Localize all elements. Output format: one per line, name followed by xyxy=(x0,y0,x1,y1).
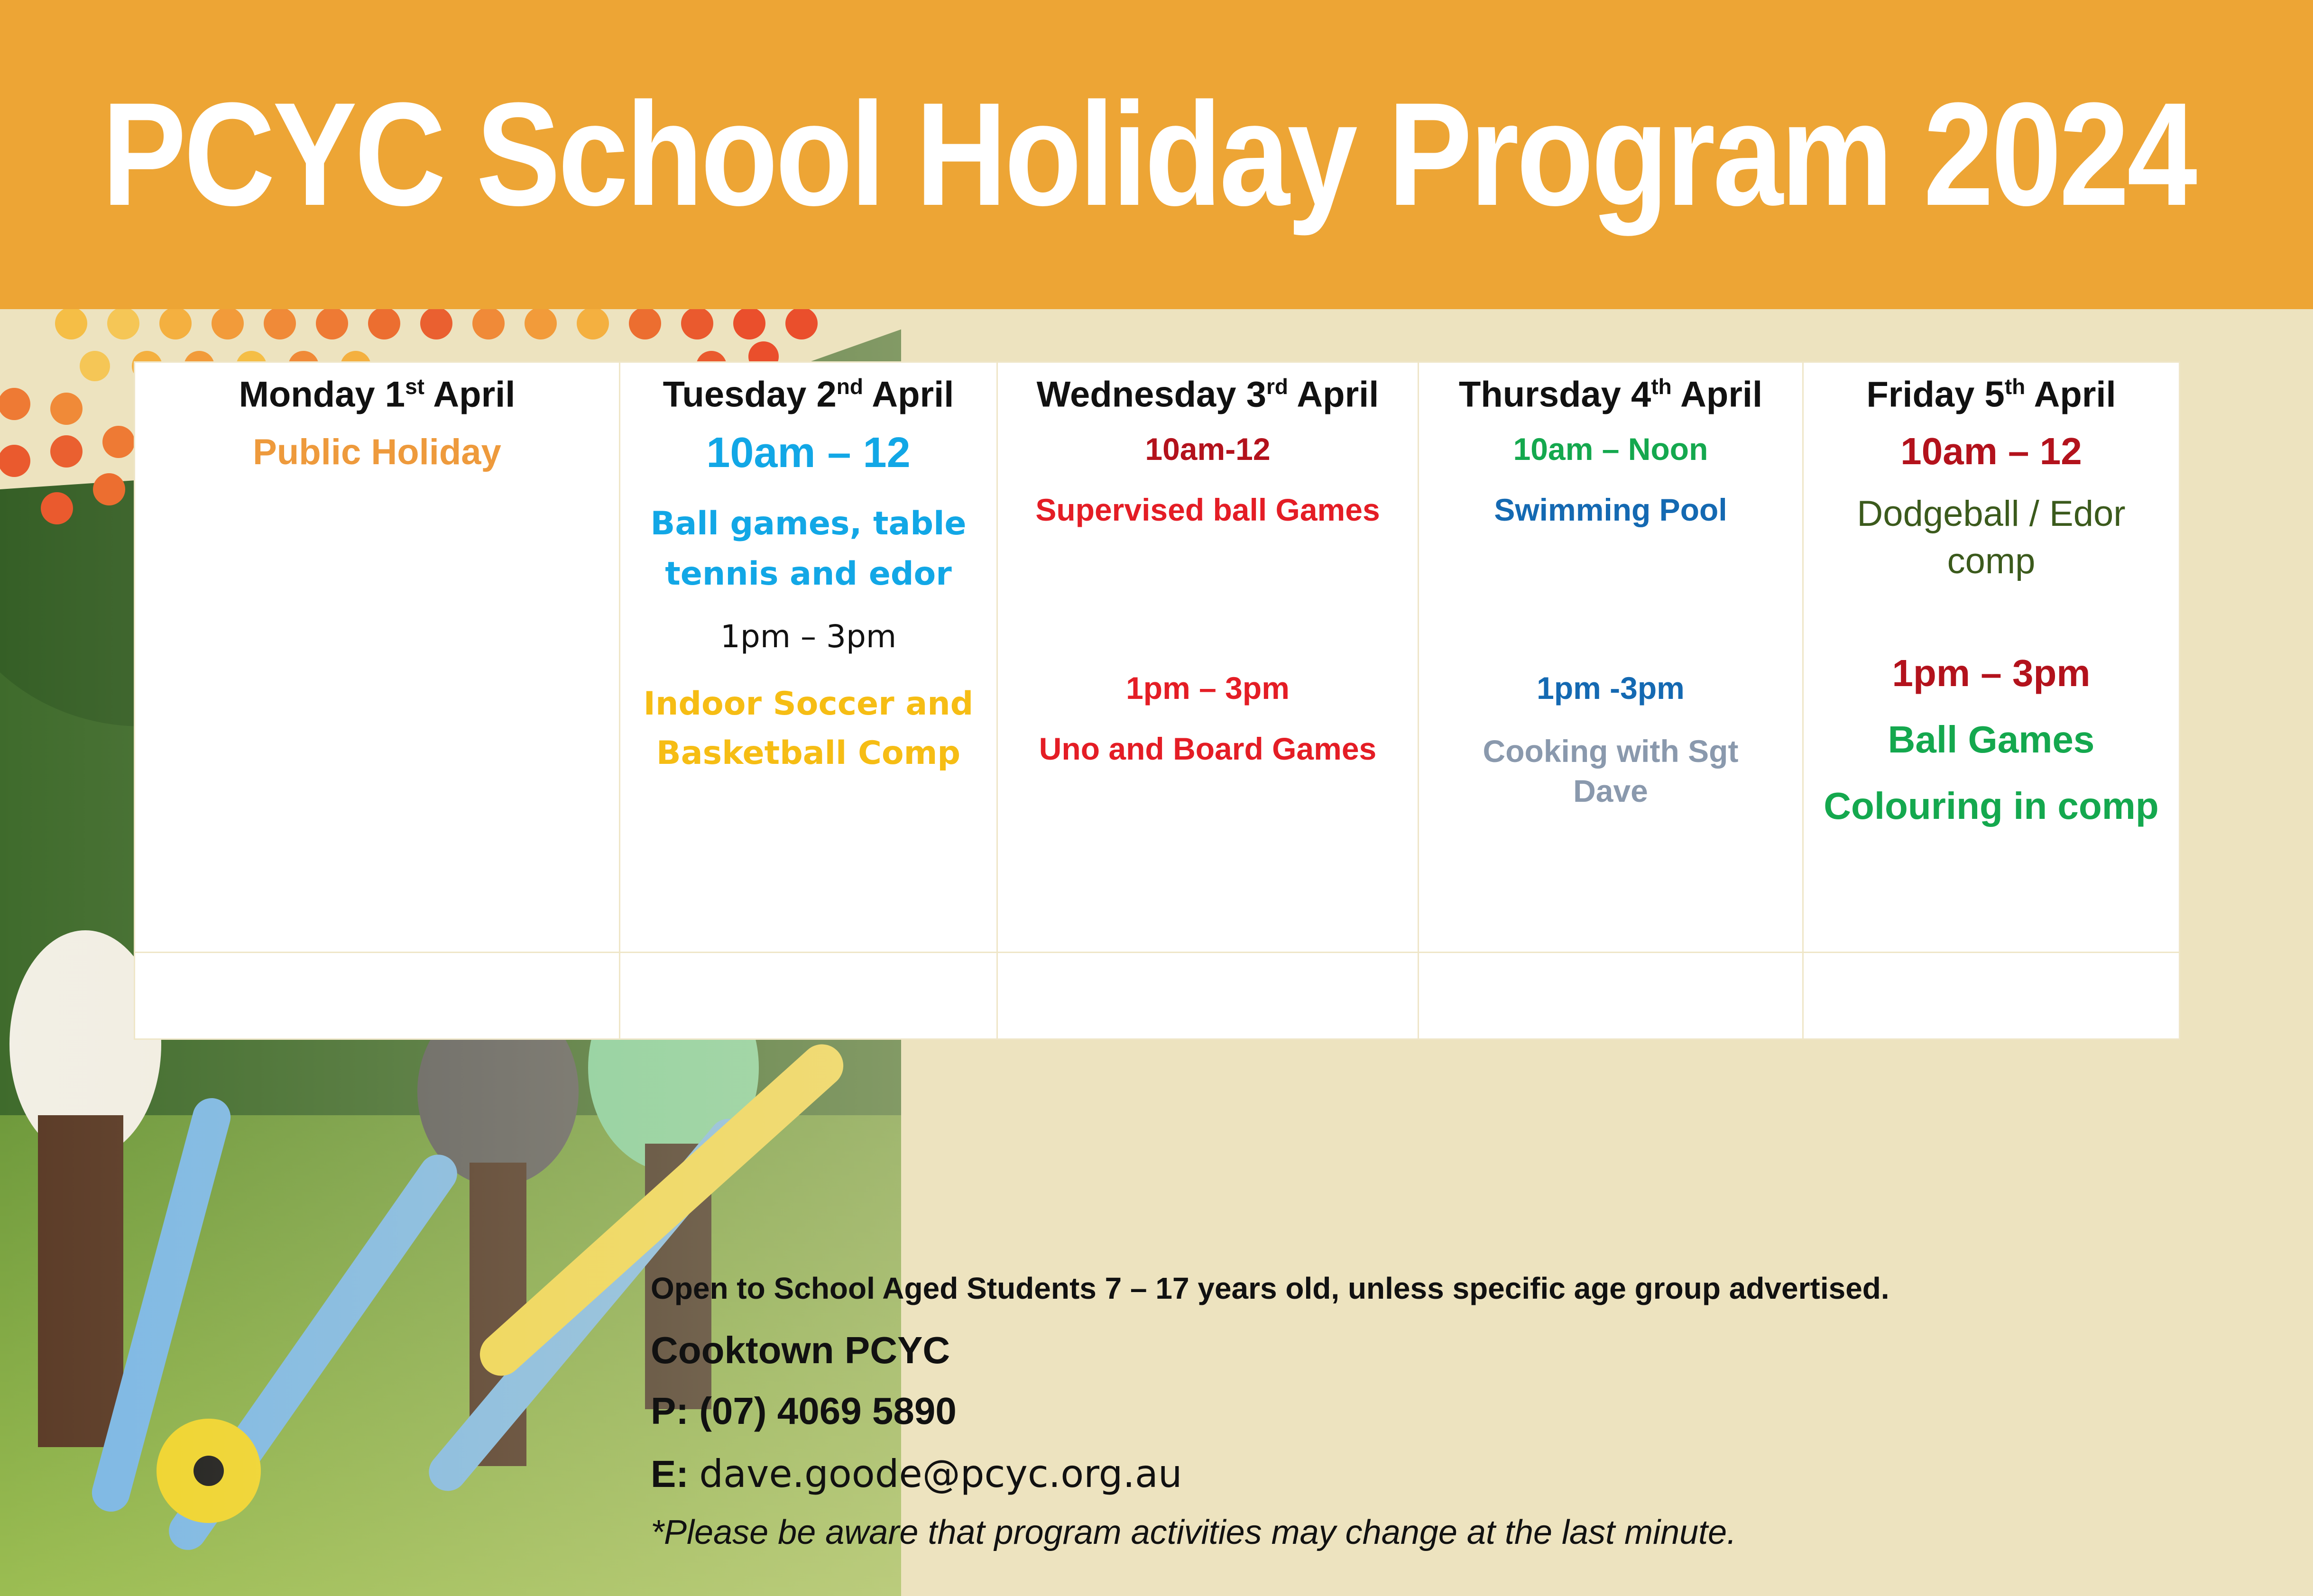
day-heading-tuesday: Tuesday 2nd April xyxy=(663,374,954,415)
phone-number: P: (07) 4069 5890 xyxy=(651,1390,957,1432)
day-cell-friday xyxy=(1803,362,2180,953)
day-cell-tuesday xyxy=(620,362,997,953)
activity-line: Dave xyxy=(1573,773,1648,808)
activity-line: Cooking with Sgt xyxy=(1483,734,1739,769)
empty-cell xyxy=(1803,953,2180,1039)
email-line xyxy=(651,1452,1889,1496)
day-heading-thursday: Thursday 4th April xyxy=(1458,374,1763,415)
activity-line: tennis and edor xyxy=(665,555,952,593)
time-morning: 10am – 12 xyxy=(1900,430,2082,473)
day-heading-friday: Friday 5th April xyxy=(1866,374,2116,415)
eligibility-text: Open to School Aged Students 7 – 17 years old, unless specific age group advertised. xyxy=(651,1271,1889,1305)
time-afternoon: 1pm – 3pm xyxy=(1126,670,1290,706)
time-morning: 10am – Noon xyxy=(1513,431,1708,467)
activity-line: Ball games, table xyxy=(650,504,967,542)
activity-line: Dodgeball / Edor xyxy=(1857,494,2126,534)
day-heading-wednesday: Wednesday 3rd April xyxy=(1036,374,1379,415)
activity-line: Indoor Soccer and xyxy=(643,685,974,723)
schedule-table xyxy=(134,361,2180,1040)
time-afternoon: 1pm – 3pm xyxy=(720,618,897,655)
activity-line: Swimming Pool xyxy=(1494,492,1727,528)
activity-line: Supervised ball Games xyxy=(1035,492,1380,528)
day-cell-wednesday xyxy=(997,362,1419,953)
header-banner xyxy=(0,0,2313,309)
time-morning: 10am – 12 xyxy=(706,429,911,477)
day-cell-thursday xyxy=(1419,362,1803,953)
activity-line: Uno and Board Games xyxy=(1039,731,1377,766)
activity-line: Ball Games xyxy=(1888,718,2095,761)
location-name: Cooktown PCYC xyxy=(651,1329,950,1371)
activity-line: Colouring in comp xyxy=(1824,785,2159,827)
day-cell-monday xyxy=(135,362,620,953)
empty-cell xyxy=(1419,953,1803,1039)
day-heading-monday: Monday 1st April xyxy=(239,374,516,415)
time-afternoon: 1pm -3pm xyxy=(1537,670,1685,706)
page-title: PCYC School Holiday Program 2024 xyxy=(102,72,2195,236)
email-label: E: xyxy=(651,1453,689,1495)
time-morning: 10am-12 xyxy=(1145,431,1271,467)
time-afternoon: 1pm – 3pm xyxy=(1892,652,2091,695)
email-link[interactable]: dave.goode@pcyc.org.au xyxy=(699,1452,1182,1496)
contact-info xyxy=(651,1271,1889,1552)
disclaimer-note: *Please be aware that program activities may change at the last minute. xyxy=(651,1513,1737,1551)
empty-cell xyxy=(997,953,1419,1039)
public-holiday-label: Public Holiday xyxy=(253,432,501,473)
empty-cell xyxy=(620,953,997,1039)
empty-cell xyxy=(135,953,620,1039)
activity-line: Basketball Comp xyxy=(656,734,961,772)
activity-line: comp xyxy=(1947,541,2036,582)
